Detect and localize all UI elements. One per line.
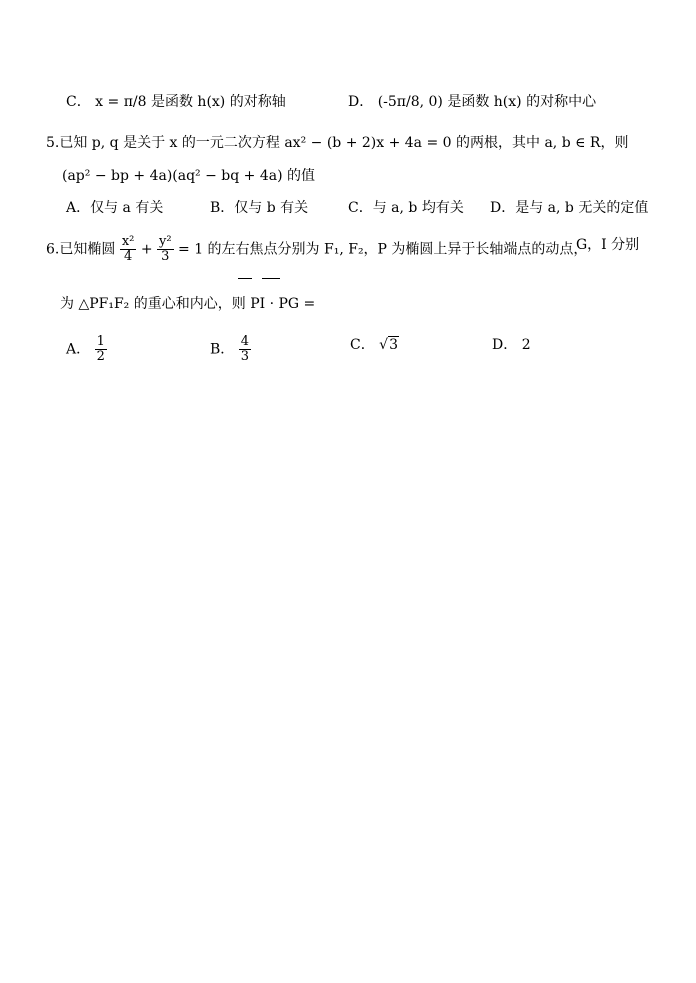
option-fraction: $\frac{4}{3}$	[240, 334, 250, 364]
equation-text: = 1 的左右焦点分别为 F₁, F₂，P 为椭圆上异于长轴端点的动点，	[178, 241, 588, 258]
question-6-option-c	[350, 335, 399, 355]
option-text: (-5π/8, 0) 是函数 h(x) 的对称中心	[377, 94, 597, 110]
option-text: B．仅与 b 有关	[210, 200, 309, 216]
option-label: D．	[348, 94, 374, 110]
option-text: D．是与 a, b 无关的定值	[490, 200, 649, 216]
option-label: C．	[66, 94, 91, 110]
option-d-prev	[348, 92, 596, 112]
fraction-y: $\frac{\text{y²}}{3}$	[159, 234, 172, 264]
question-5-stem	[46, 133, 628, 153]
option-label: B．	[210, 341, 235, 358]
plus-sign: +	[140, 241, 153, 258]
question-6-option-b	[210, 335, 251, 364]
question-5-expression	[62, 166, 315, 186]
expression-text: (ap² − bp + 4a)(aq² − bq + 4a) 的值	[62, 168, 316, 184]
option-text: x = π/8 是函数 h(x) 的对称轴	[95, 94, 286, 110]
question-text: 已知 p, q 是关于 x 的一元二次方程 ax² − (b + 2)x + 4a = 0 的两根，其中 a, b ∈ R，则	[59, 135, 629, 151]
question-text: G，I 分别	[576, 237, 640, 253]
option-label: A．	[66, 341, 91, 358]
question-6-stem	[46, 235, 587, 264]
question-number: 5.	[46, 135, 60, 151]
question-5-option-b	[210, 198, 308, 218]
option-label: C．	[350, 337, 375, 353]
option-text: A．仅与 a 有关	[66, 200, 164, 216]
square-root: √3	[379, 337, 399, 353]
question-5-option-d	[490, 198, 648, 218]
option-fraction: $\frac{1}{2}$	[96, 334, 105, 364]
question-text: 已知椭圆	[59, 241, 116, 258]
option-label: D．	[492, 337, 518, 353]
question-6-stem-tail	[576, 235, 639, 255]
question-6-line2	[60, 294, 315, 314]
question-number: 6.	[46, 241, 60, 258]
question-5-option-c	[348, 198, 464, 218]
question-6-option-a	[66, 335, 107, 364]
fraction-x: $\frac{\text{x²}}{4}$	[121, 234, 135, 264]
vector-bar-pg	[262, 278, 280, 279]
option-value: 2	[521, 337, 531, 353]
option-c-prev	[66, 92, 286, 112]
option-text: C．与 a, b 均有关	[348, 200, 464, 216]
vector-bar-pi	[238, 278, 252, 279]
question-5-option-a	[66, 198, 163, 218]
question-text: 为 △PF₁F₂ 的重心和内心，则 PI · PG =	[60, 296, 316, 312]
question-6-option-d	[492, 335, 531, 355]
